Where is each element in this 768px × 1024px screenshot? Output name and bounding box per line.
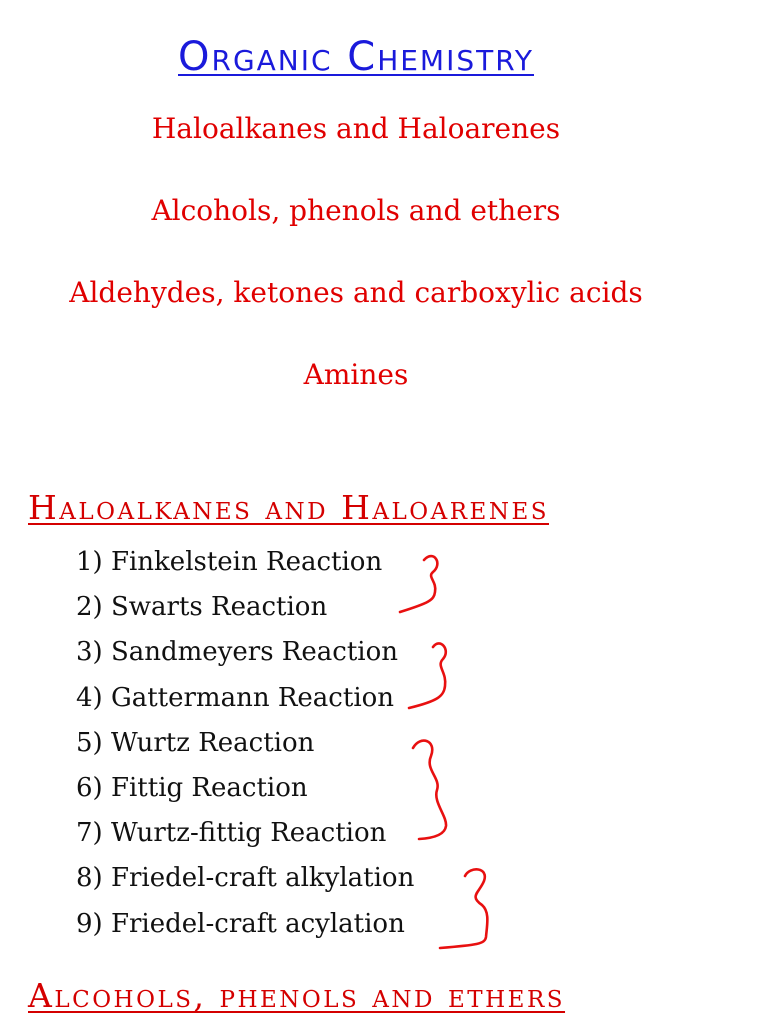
bracket-5-7: [413, 741, 446, 839]
reaction-item: 4) Gattermann Reaction: [76, 682, 395, 713]
topic-haloalkanes: Haloalkanes and Haloarenes: [151, 112, 561, 145]
reaction-item: 8) Friedel-craft alkylation: [76, 863, 415, 894]
reaction-item: 1) Finkelstein Reaction: [76, 547, 383, 577]
reaction-item: 5) Wurtz Reaction: [76, 727, 315, 758]
reaction-item: 9) Friedel-craft acylation: [76, 908, 405, 939]
topic-alcohols: Alcohols, phenols and ethers: [151, 194, 561, 227]
reaction-item: 6) Fittig Reaction: [76, 772, 308, 803]
section-heading-haloalkanes: Haloalkanes and Haloarenes: [28, 488, 549, 527]
reaction-item: 2) Swarts Reaction: [76, 592, 328, 623]
page-title: Organic Chemistry: [178, 34, 534, 80]
reaction-list: [76, 544, 414, 951]
topic-aldehydes: Aldehydes, ketones and carboxylic acids: [69, 276, 643, 309]
bracket-8-9: [440, 869, 487, 948]
section-heading-alcohols: Alcohols, phenols and ethers: [28, 976, 566, 1015]
reaction-item: 3) Sandmeyers Reaction: [76, 637, 398, 668]
bracket-3-4: [409, 643, 446, 708]
topic-amines: Amines: [303, 358, 409, 391]
reaction-item: 7) Wurtz-fittig Reaction: [76, 818, 387, 849]
